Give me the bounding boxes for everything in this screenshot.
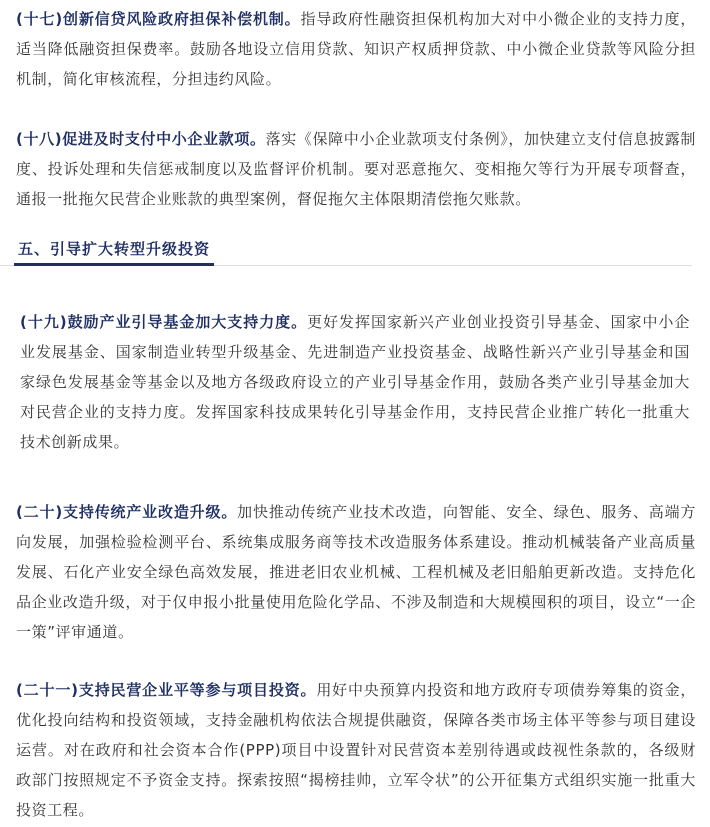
paragraph-21 xyxy=(16,675,696,825)
paragraph-19-text: 更好发挥国家新兴产业创业投资引导基金、国家中小企业发展基金、国家制造业转型升级基金、先进制造产业投资基金、战略性新兴产业引导基金和国家绿色发展基金等基金以及地方各级政府设立的产业引导基金作用，鼓励各类产业引导基金加大对民营企业的支持力度。发挥国家科技成果转化引导基金作用，支持民营企业推广转化一批重大技术创新成果。 xyxy=(20,313,690,451)
section-header xyxy=(0,226,692,266)
paragraph-20-heading: (二十)支持传统产业改造升级。 xyxy=(16,503,238,521)
paragraph-18-text: 落实《保障中小企业款项支付条例》，加快建立支付信息披露制度、投诉处理和失信惩戒制度以及监督评价机制。要对恶意拖欠、变相拖欠等行为开展专项督查，通报一批拖欠民营企业账款的典型案例，督促拖欠主体限期清偿拖欠账款。 xyxy=(16,130,696,208)
paragraph-19 xyxy=(20,307,690,457)
paragraph-18-heading: (十八)促进及时支付中小企业款项。 xyxy=(16,130,266,148)
paragraph-17-text: 指导政府性融资担保机构加大对中小微企业的支持力度，适当降低融资担保费率。鼓励各地设立信用贷款、知识产权质押贷款、中小微企业贷款等风险分担机制，简化审核流程，分担违约风险。 xyxy=(16,10,696,88)
paragraph-20-text: 加快推动传统产业技术改造，向智能、安全、绿色、服务、高端方向发展，加强检验检测平台、系统集成服务商等技术改造服务体系建设。推动机械装备产业高质量发展、石化产业安全绿色高效发展，推进老旧农业机械、工程机械及老旧船舶更新改造。支持危化品企业改造升级，对于仅申报小批量使用危险化学品、不涉及制造和大规模囤积的项目，设立“一企一策”评审通道。 xyxy=(16,503,697,641)
paragraph-17 xyxy=(16,4,696,94)
paragraph-17-heading: (十七)创新信贷风险政府担保补偿机制。 xyxy=(16,10,301,28)
paragraph-20 xyxy=(16,497,696,647)
paragraph-21-heading: (二十一)支持民营企业平等参与项目投资。 xyxy=(16,681,317,699)
paragraph-18 xyxy=(16,124,696,214)
section-title-underline xyxy=(14,263,214,266)
section-title: 五、引导扩大转型升级投资 xyxy=(18,240,211,258)
paragraph-19-heading: (十九)鼓励产业引导基金加大支持力度。 xyxy=(20,313,308,331)
paragraph-21-text: 用好中央预算内投资和地方政府专项债券筹集的资金，优化投向结构和投资领域，支持金融机构依法合规提供融资，保障各类市场主体平等参与项目建设运营。对在政府和社会资本合作(PPP)项目中设置针对民营资本差别待遇或歧视性条款的，各级财政部门按照规定不予资金支持。探索按照“揭榜挂帅，立军令状”的公开征集方式组织实施一批重大投资工程。 xyxy=(16,681,696,819)
